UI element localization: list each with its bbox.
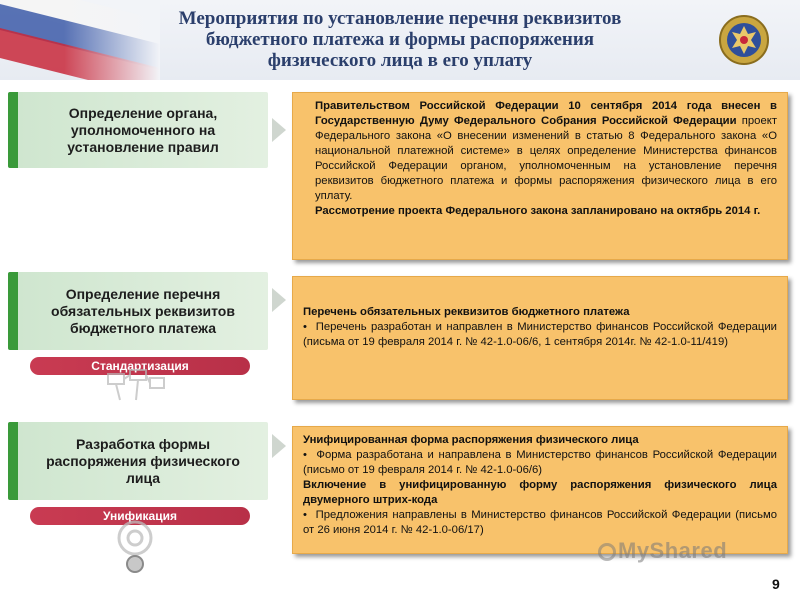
title-line-3: физического лица в его уплату [267,50,533,71]
emblem-icon [718,12,770,68]
section-1-paragraph [303,99,777,204]
arrow-right-icon [272,118,286,142]
section-3-label-text: Разработка формы распоряжения физического лица [46,435,240,486]
section-2-label [8,272,268,350]
arrow-right-icon [272,434,286,458]
section-2-heading: Перечень обязательных реквизитов бюджетного платежа [303,306,630,318]
section-1-text: проект Федерального закона «О внесении изменений в статью 8 Федерального закона «О национальной платежной системе» в целях определение Министерства финансов Российской Федерации органом, уполномоченным на установление перечня реквизитов бюджетного платежа и формы распоряжения физического лица в его уплату. [315,115,777,202]
unification-tag: Унификация [30,507,250,525]
section-1-content [292,92,788,260]
header-banner [0,0,800,80]
page-title [120,8,680,71]
section-2-label-text: Определение перечня обязательных реквизитов бюджетного платежа [51,285,235,336]
section-1-label-text: Определение органа, уполномоченного на установление правил [67,104,219,155]
section-2-content [292,276,788,400]
section-1-label [8,92,268,168]
section-3-heading-2: Включение в унифицированную форму распоряжения физического лица двумерного штрих-кода [303,479,777,506]
section-3-heading: Унифицированная форма распоряжения физического лица [303,434,639,446]
gear-graphic-icon [105,500,165,580]
section-3-bullet-1: • Форма разработана и направлена в Министерство финансов Российской Федерации (письмо от 19 февраля 2014 г. № 42-1.0-06/6) [303,448,777,478]
arrow-right-icon [272,288,286,312]
page-number: 9 [772,576,780,592]
section-2-bullet: • Перечень разработан и направлен в Министерство финансов Российской Федерации (письма от 19 февраля 2014 г. № 42-1.0-06/6, 1 сентября 2014г. № 42-1.0-11/419) [303,320,777,350]
network-graphic-icon [100,348,170,408]
section-3-label [8,422,268,500]
section-3-bullet-2: • Предложения направлены в Министерство финансов Российской Федерации (письмо от 26 июня 2014 г. № 42-1.0-06/17) [303,508,777,538]
standardization-tag: Стандартизация [30,357,250,375]
title-line-1: Мероприятия по установление перечня реквизитов [178,8,622,29]
watermark: MyShared [618,538,728,563]
section-3-content [292,426,788,554]
watermark-logo-icon [598,543,616,561]
title-line-2: бюджетного платежа и формы распоряжения [205,29,595,50]
section-1-note: Рассмотрение проекта Федерального закона запланировано на октябрь 2014 г. [315,205,761,217]
section-1-bold-text: Правительством Российской Федерации 10 сентября 2014 года внесен в Государственную Думу Федерального Собрания Российской Федерации [315,100,777,127]
